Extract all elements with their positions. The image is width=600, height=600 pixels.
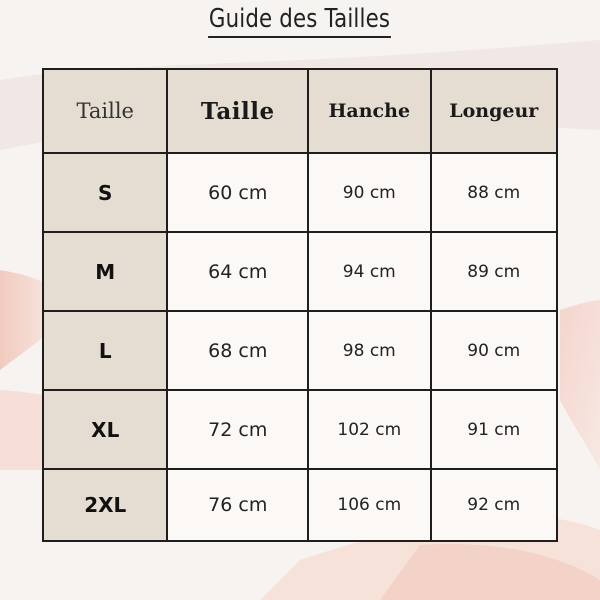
header-taille: Taille [167,69,308,153]
longeur-value: 89 cm [431,232,558,311]
hanche-value: 90 cm [308,153,430,232]
taille-value: 68 cm [167,311,308,390]
hanche-value: 102 cm [308,390,430,469]
longeur-value: 88 cm [431,153,558,232]
taille-value: 76 cm [167,469,308,541]
table-header-row [43,69,557,153]
row-size-label: XL [43,390,167,469]
longeur-value: 90 cm [431,311,558,390]
header-hanche: Hanche [308,69,430,153]
taille-value: 64 cm [167,232,308,311]
row-size-label: L [43,311,167,390]
hanche-value: 94 cm [308,232,430,311]
table-row [43,390,557,469]
row-size-label: 2XL [43,469,167,541]
longeur-value: 92 cm [431,469,558,541]
row-size-label: S [43,153,167,232]
hanche-value: 98 cm [308,311,430,390]
row-size-label: M [43,232,167,311]
table-row [43,232,557,311]
page-title-text: Guide des Tailles [209,4,392,38]
table-row [43,153,557,232]
taille-value: 72 cm [167,390,308,469]
page-title [0,4,600,38]
header-corner-label: Taille [43,69,167,153]
hanche-value: 106 cm [308,469,430,541]
size-guide-table [42,68,558,542]
table-row [43,469,557,541]
longeur-value: 91 cm [431,390,558,469]
header-longeur: Longeur [431,69,558,153]
taille-value: 60 cm [167,153,308,232]
table-row [43,311,557,390]
